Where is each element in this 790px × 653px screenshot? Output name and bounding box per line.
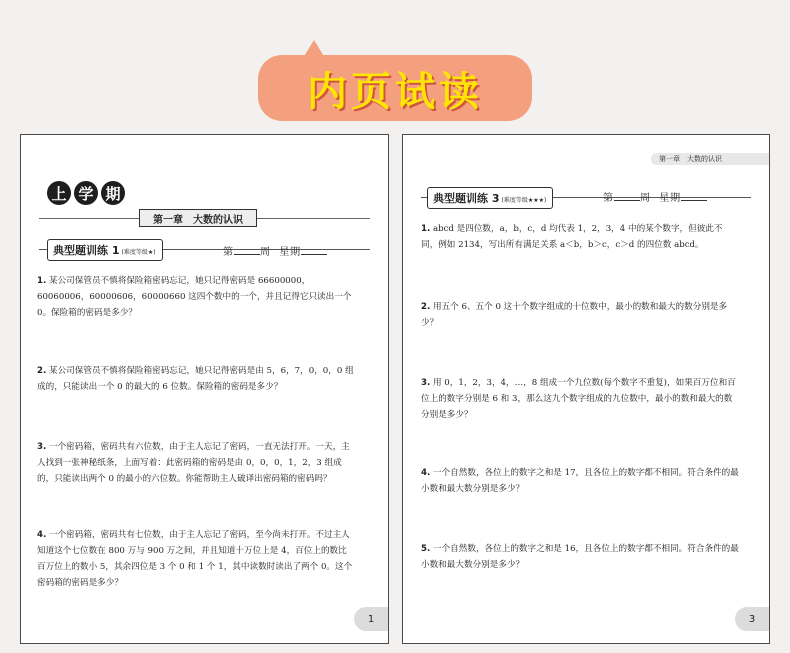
week-unit: 周 (640, 193, 651, 204)
question-number: 4. (37, 530, 47, 540)
day-label: 星期 (659, 193, 682, 204)
question-text: 一个密码箱，密码共有七位数，由于主人忘记了密码，至今尚未打开。不过主人知道这个七位数在 800 万与 900 万之间，并且知道十万位上是 4，百位上的数比百万位上的数小 5，其余四位是 3 个 0 和 1 个 1，其中读数时读出了两个 0。这个密码箱的密码是多少？ (37, 530, 353, 588)
week-blank (234, 244, 260, 255)
right-page (402, 134, 770, 644)
day-blank (301, 244, 327, 255)
practice-header (427, 187, 553, 209)
question (421, 375, 739, 423)
question (37, 363, 355, 395)
question-text: abcd 是四位数，a，b，c，d 均代表 1，2，3，4 中的某个数字，但彼此不同，例如 2134，写出所有满足关系 a＜b，b＞c，c＞d 的四位数 abcd。 (421, 224, 723, 250)
question (421, 299, 739, 331)
question (421, 541, 739, 573)
week-blank (614, 190, 640, 201)
day-blank (681, 190, 707, 201)
week-field (223, 243, 327, 258)
question-number: 2. (37, 366, 47, 376)
left-page (20, 134, 389, 644)
week-label: 第 (603, 193, 614, 204)
question-number: 3. (421, 378, 431, 388)
question-number: 5. (421, 544, 431, 554)
question-text: 用五个 6、五个 0 这十个数字组成的十位数中，最小的数和最大的数分别是多少？ (421, 302, 728, 328)
question-text: 某公司保管员不慎将保险箱密码忘记，她只记得密码是由 5，6，7，0，0，0 组成的，只能读出一个 0 的最大的 6 位数。保险箱的密码是多少？ (37, 366, 354, 392)
difficulty-label: (难度等级★★★) (501, 197, 547, 204)
question (37, 439, 355, 487)
banner-title: 内页试读 (307, 68, 483, 115)
question-text: 一个自然数，各位上的数字之和是 16，且各位上的数字都不相同。符合条件的最小数和最大数分别是多少？ (421, 544, 739, 570)
page-number: 3 (735, 607, 769, 631)
question-number: 1. (421, 224, 431, 234)
day-label: 星期 (279, 247, 302, 258)
difficulty-label: (难度等级★) (121, 249, 156, 256)
week-label: 第 (223, 247, 234, 258)
practice-tag (427, 187, 553, 209)
semester-title (47, 181, 125, 205)
semester-char: 学 (74, 181, 98, 205)
practice-label: 典型题训练 1 (53, 244, 120, 257)
practice-label: 典型题训练 3 (433, 192, 500, 205)
question (37, 273, 355, 321)
question-text: 用 0，1，2，3，4，…，8 组成一个九位数(每个数字不重复)，如果百万位和百位上的数字分别是 6 和 3，那么这九个数字组成的九位数中，最小的数和最大的数分别是多少？ (421, 378, 736, 420)
question-number: 3. (37, 442, 47, 452)
question (421, 221, 739, 253)
practice-tag (47, 239, 163, 261)
practice-header (47, 239, 163, 261)
question-text: 一个自然数，各位上的数字之和是 17，且各位上的数字都不相同。符合条件的最小数和最大数分别是多少？ (421, 468, 739, 494)
week-field (603, 189, 707, 204)
question-number: 1. (37, 276, 47, 286)
semester-char: 期 (101, 181, 125, 205)
question (421, 465, 739, 497)
question-text: 某公司保管员不慎将保险箱密码忘记，她只记得密码是 66600000，60060006，60000606，60000660 这四个数中的一个，并且记得它只读出一个 0。保险箱的密码是多少？ (37, 276, 352, 318)
question-number: 2. (421, 302, 431, 312)
page-number: 1 (354, 607, 388, 631)
question-text: 一个密码箱，密码共有六位数，由于主人忘记了密码，一直无法打开。一天，主人找到一张神秘纸条，上面写着：此密码箱的密码是由 0，0，0，1，2，3 组成的，只能读出两个 0 的最小的六位数。你能帮助主人破译出密码箱的密码吗？ (37, 442, 350, 484)
week-unit: 周 (260, 247, 271, 258)
chapter-title: 第一章 大数的认识 (139, 209, 257, 227)
semester-char: 上 (47, 181, 71, 205)
running-head: 第一章 大数的认识 (651, 153, 769, 165)
question (37, 527, 355, 591)
question-number: 4. (421, 468, 431, 478)
